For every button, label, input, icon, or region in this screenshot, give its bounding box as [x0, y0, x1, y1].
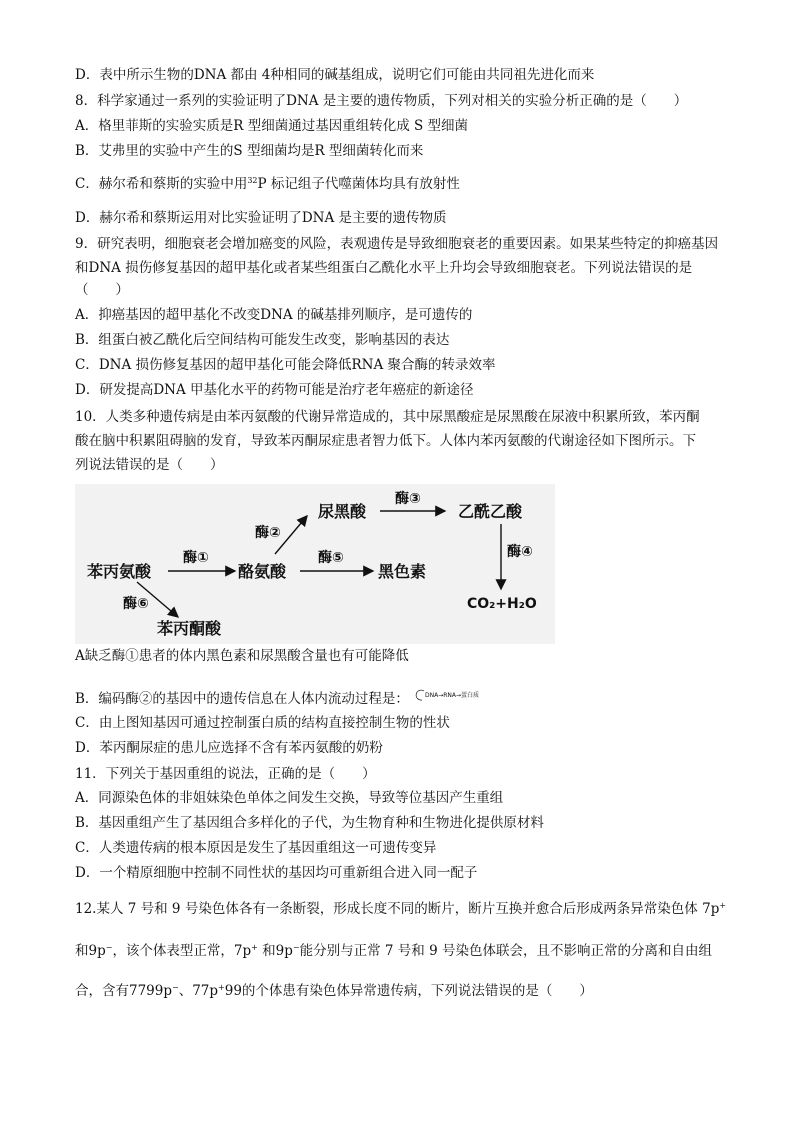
- q9-stem-line2: 和DNA 损伤修复基因的超甲基化或者某些组蛋白乙酰化水平上升均会导致细胞衰老。下列说法错误的是: [75, 260, 693, 276]
- q12-line3-sup1: −: [172, 983, 179, 992]
- q12-line2-sup1: −: [105, 943, 113, 952]
- q12-line2-text-d: 能分别与正常 7 号和 9 号染色体联会，且不影响正常的分离和自由组: [299, 943, 712, 959]
- q11-option-b: B．基因重组产生了基因组合多样化的子代，为生物育种和生物进化提供原材料: [75, 815, 544, 831]
- label-enzyme5: 酶⑤: [318, 550, 344, 566]
- q9-stem-line3: （ ）: [75, 282, 129, 298]
- q9-option-b: B．组蛋白被乙酰化后空间结构可能发生改变，影响基因的表达: [75, 332, 450, 348]
- q10-stem-line2: 酸在脑中积累阻碍脑的发育，导致苯丙酮尿症患者智力低下。人体内苯丙氨酸的代谢途径如下图所示。下: [75, 433, 696, 449]
- q12-line2-text-c: 和9p: [257, 943, 293, 959]
- q10-stem-line3: 列说法错误的是（ ）: [75, 457, 224, 473]
- q11-option-a: A．同源染色体的非姐妹染色单体之间发生交换，导致等位基因产生重组: [75, 790, 504, 806]
- q10-stem-line1: 10．人类多种遗传病是由苯丙氨酸的代谢异常造成的，其中尿黑酸症是尿黑酸在尿液中积累所致，苯丙酮: [75, 409, 700, 425]
- q11-stem: 11．下列关于基因重组的说法，正确的是（ ）: [75, 766, 376, 782]
- node-acetoacetate: 乙酰乙酸: [458, 502, 523, 521]
- node-co2-h2o: CO₂+H₂O: [467, 596, 537, 612]
- q12-line3-text-a: 合，含有7799p: [75, 983, 172, 999]
- label-enzyme2: 酶②: [255, 525, 281, 541]
- q12-line3-sup2: +: [218, 983, 225, 992]
- q8-option-c-isotope: 32: [247, 176, 258, 185]
- central-dogma-flow: [413, 687, 513, 705]
- q12-line2-sup2: +: [251, 943, 258, 952]
- q8-option-c-pre: C．赫尔希和蔡斯的实验中用: [75, 176, 248, 192]
- q11-option-c: C．人类遗传病的根本原因是发生了基因重组这一可遗传变异: [75, 840, 437, 856]
- q9-option-c: C．DNA 损伤修复基因的超甲基化可能会降低RNA 聚合酶的转录效率: [75, 357, 496, 373]
- q12-line3-text-b: 、77p: [178, 983, 219, 999]
- q12-line1-sup: +: [719, 901, 727, 910]
- q9-stem-line1: 9．研究表明，细胞衰老会增加癌变的风险，表观遗传是导致细胞衰老的重要因素。如果某些特定的抑癌基因: [75, 236, 719, 252]
- q12-line2-text-a: 和9p: [75, 943, 106, 959]
- node-phenylalanine: 苯丙氨酸: [87, 562, 152, 581]
- node-melanin: 黑色素: [378, 562, 427, 581]
- q10-option-b: [75, 687, 513, 708]
- metabolism-pathway-svg: [75, 484, 555, 644]
- q7-option-d: D．表中所示生物的DNA 都由 4种相同的碱基组成，说明它们可能由共同祖先进化而来: [75, 67, 595, 83]
- label-enzyme3: 酶③: [395, 491, 421, 507]
- q12-line3-text-c: 99的个体患有染色体异常遗传病，下列说法错误的是（ ）: [224, 983, 593, 999]
- q10-option-b-text: B．编码酶②的基因中的遗传信息在人体内流动过程是：: [75, 691, 409, 707]
- label-enzyme6: 酶⑥: [123, 596, 149, 612]
- q9-option-a: A．抑癌基因的超甲基化不改变DNA 的碱基排列顺序，是可遗传的: [75, 307, 473, 323]
- node-phenylpyruvic-acid: 苯丙酮酸: [157, 619, 222, 638]
- q10-option-d: D．苯丙酮尿症的患儿应选择不含有苯丙氨酸的奶粉: [75, 740, 383, 756]
- q10-option-c: C．由上图知基因可通过控制蛋白质的结构直接控制生物的性状: [75, 715, 450, 731]
- q12-line1-text: 12.某人 7 号和 9 号染色体各有一条断裂，形成长度不同的断片，断片互换并愈合后形成两条异常染色体 7p: [75, 901, 720, 917]
- q8-stem: 8．科学家通过一系列的实验证明了DNA 是主要的遗传物质，下列对相关的实验分析正确的是（ ）: [75, 93, 688, 109]
- q10-option-a: A缺乏酶①患者的体内黑色素和尿黑酸含量也有可能降低: [75, 648, 409, 664]
- label-enzyme1: 酶①: [183, 550, 209, 566]
- q12-stem-line1: [75, 900, 726, 918]
- q12-line2-sup3: −: [292, 943, 300, 952]
- q9-option-d: D．研发提高DNA 甲基化水平的药物可能是治疗老年癌症的新途径: [75, 382, 474, 398]
- node-tyrosine: 酪氨酸: [238, 562, 287, 581]
- metabolism-diagram: [75, 484, 555, 644]
- replication-loop-icon: [416, 690, 424, 700]
- q8-option-b: B．艾弗里的实验中产生的S 型细菌均是R 型细菌转化而来: [75, 143, 424, 159]
- label-enzyme4: 酶④: [507, 544, 533, 560]
- q8-option-a: A．格里菲斯的实验实质是R 型细菌通过基因重组转化成 S 型细菌: [75, 118, 469, 134]
- q12-stem-line2: [75, 942, 712, 960]
- q8-option-d: D．赫尔希和蔡斯运用对比实验证明了DNA 是主要的遗传物质: [75, 210, 447, 226]
- q12-stem-line3: [75, 982, 593, 1000]
- node-homogentisic-acid: 尿黑酸: [318, 502, 367, 521]
- central-dogma-text: DNA→RNA→蛋白质: [425, 692, 480, 699]
- q8-option-c: [75, 175, 460, 193]
- q12-line2-text-b: ，该个体表型正常，7p: [112, 943, 252, 959]
- q8-option-c-post: P 标记组子代噬菌体均具有放射性: [257, 176, 460, 192]
- q11-option-d: D．一个精原细胞中控制不同性状的基因均可重新组合进入同一配子: [75, 865, 478, 881]
